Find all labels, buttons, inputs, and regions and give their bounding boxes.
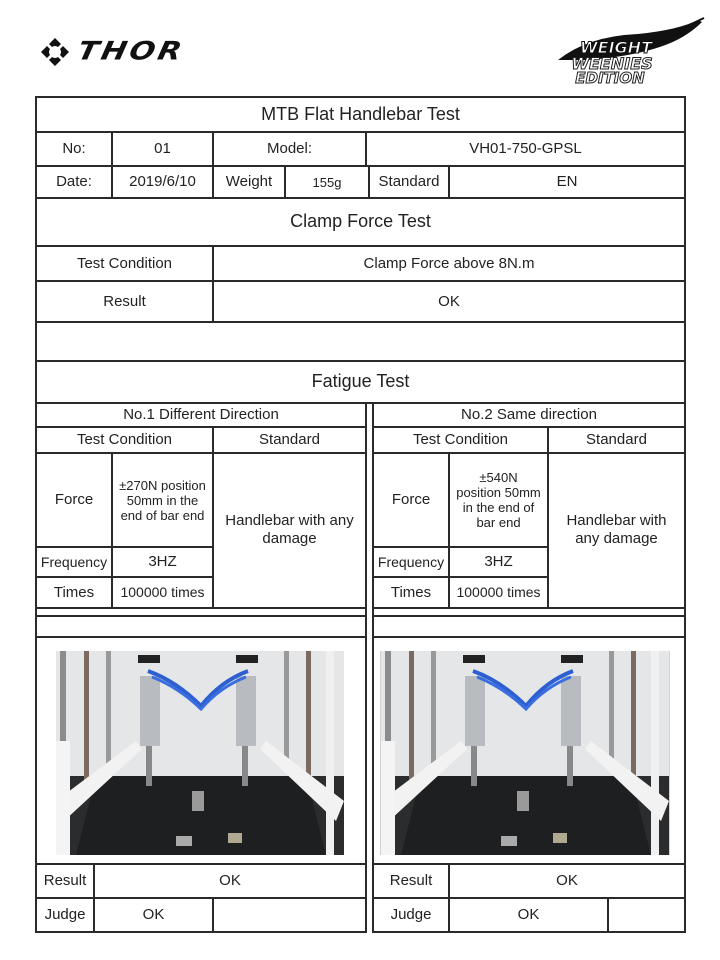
standard-header: Standard — [259, 431, 320, 448]
clamp-result-value: OK — [438, 292, 460, 310]
logo-line-edition: EDITION — [575, 69, 645, 87]
judge-value: OK — [517, 906, 540, 923]
table-border — [35, 321, 686, 323]
no-value: 01 — [154, 140, 171, 157]
table-border — [35, 615, 367, 617]
judge-label: Judge — [390, 906, 432, 923]
thor-logo — [40, 34, 188, 69]
table-border — [35, 607, 367, 609]
table-border — [372, 636, 686, 638]
fatigue-title: Fatigue Test — [311, 371, 410, 392]
standard-value: Handlebar with any damage — [225, 512, 354, 547]
table-border — [365, 402, 367, 933]
test-machine-photo — [380, 651, 670, 855]
fatigue-machine-image — [380, 651, 670, 855]
test-machine-photo — [56, 651, 344, 855]
frequency-label: Frequency — [40, 553, 108, 570]
test-name: No.1 Different Direction — [123, 406, 279, 423]
table-border — [212, 897, 214, 933]
times-value: 100000 times — [120, 584, 205, 601]
times-value: 100000 times — [456, 584, 541, 601]
force-value: ±270N position 50mm in the end of bar end — [119, 477, 206, 523]
times-label: Times — [53, 583, 95, 601]
result-value: OK — [219, 872, 241, 889]
report-title: MTB Flat Handlebar Test — [261, 103, 460, 124]
no-label: No: — [62, 140, 86, 157]
clamp-condition-label: Test Condition — [76, 254, 173, 272]
date-label: Date: — [56, 173, 92, 190]
standard-value: Handlebar with any damage — [566, 512, 667, 547]
table-border — [372, 931, 686, 933]
table-border — [372, 615, 686, 617]
force-label: Force — [391, 491, 431, 508]
clamp-condition-value: Clamp Force above 8N.m — [363, 254, 535, 272]
date-value: 2019/6/10 — [129, 173, 196, 190]
table-border — [372, 607, 686, 609]
frequency-value: 3HZ — [148, 553, 177, 570]
standard-value: EN — [556, 173, 578, 190]
weight-label: Weight — [225, 173, 273, 190]
times-label: Times — [390, 583, 432, 601]
weight-value: 155g — [312, 174, 342, 190]
condition-header: Test Condition — [412, 431, 509, 448]
clamp-force-title: Clamp Force Test — [290, 211, 431, 232]
logo-line-weenies: WEENIES — [571, 54, 653, 73]
standard-header: Standard — [586, 431, 647, 448]
judge-value: OK — [142, 906, 165, 923]
result-value: OK — [556, 872, 578, 889]
force-value: ±540N position 50mm in the end of bar end — [456, 470, 541, 530]
standard-label: Standard — [378, 173, 440, 190]
table-border — [35, 636, 367, 638]
table-border — [684, 96, 686, 933]
force-label: Force — [54, 491, 94, 508]
judge-label: Judge — [44, 906, 86, 923]
table-border — [607, 897, 609, 933]
test-name: No.2 Same direction — [461, 406, 597, 423]
model-value: VH01-750-GPSL — [469, 140, 582, 157]
thor-wordmark: THOR — [74, 36, 188, 67]
logo-line-weight: WEIGHT — [580, 38, 652, 57]
result-label: Result — [43, 872, 87, 889]
thor-emblem-icon — [40, 37, 70, 67]
result-label: Result — [389, 872, 433, 889]
table-border — [35, 931, 367, 933]
frequency-value: 3HZ — [484, 553, 513, 570]
model-label: Model: — [266, 140, 313, 157]
fatigue-machine-image — [56, 651, 344, 855]
weight-weenies-logo — [548, 16, 706, 86]
clamp-result-label: Result — [103, 292, 146, 310]
frequency-label: Frequency — [377, 553, 445, 570]
condition-header: Test Condition — [76, 431, 173, 448]
